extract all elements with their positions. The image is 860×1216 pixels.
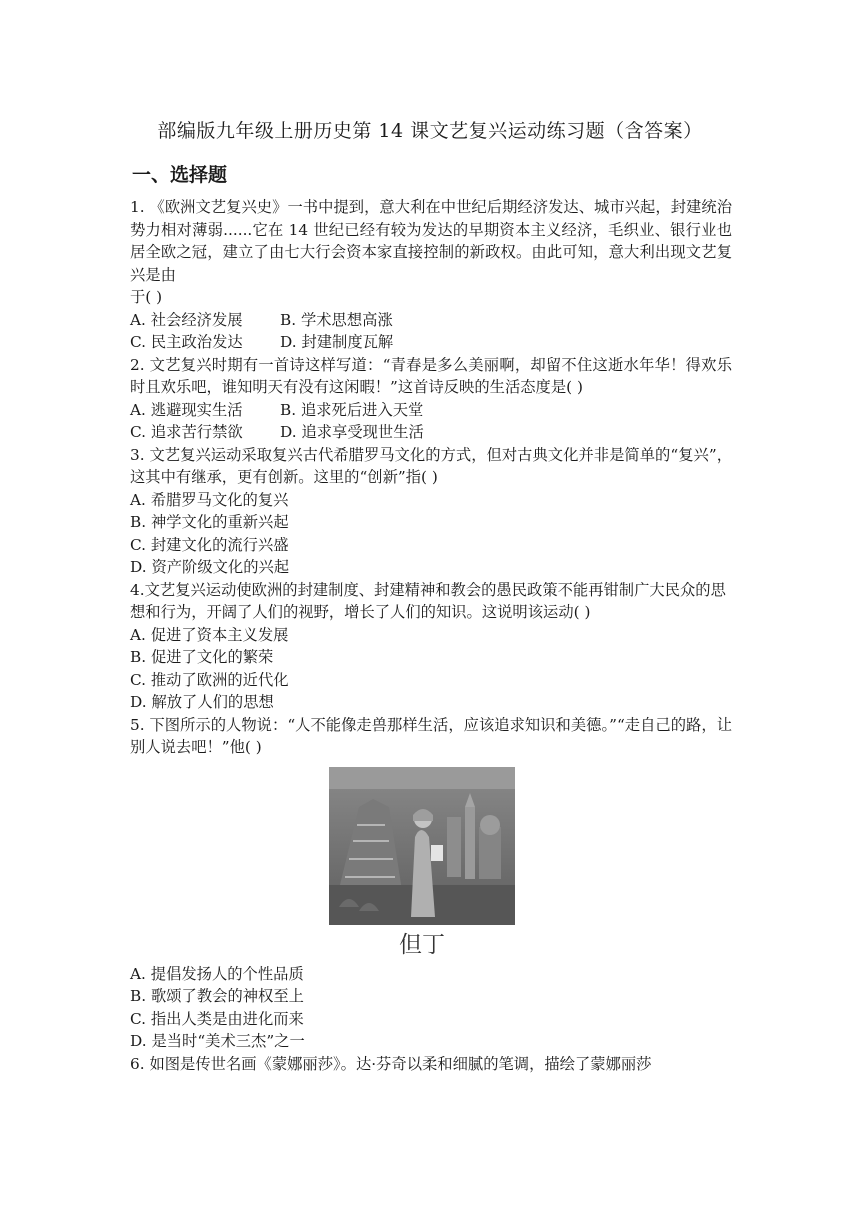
option-c: C. 封建文化的流行兴盛 <box>130 535 289 554</box>
question-stem: 3. 文艺复兴运动采取复兴古代希腊罗马文化的方式，但对古典文化并非是简单的“复兴”，这其中有继承，更有创新。这里的“创新”指( ) <box>130 445 732 486</box>
option-a: A. 希腊罗马文化的复兴 <box>130 490 289 509</box>
option-c: C. 民主政治发达 <box>130 333 243 351</box>
option-a: A. 促进了资本主义发展 <box>130 625 289 644</box>
option-a: A. 社会经济发展 <box>130 310 243 329</box>
question-list <box>130 196 732 1075</box>
option-d: D. 是当时“美术三杰”之一 <box>130 1032 305 1050</box>
question-3 <box>130 444 732 579</box>
option-b: B. 学术思想高涨 <box>280 310 393 329</box>
option-a: A. 提倡发扬人的个性品质 <box>130 964 304 983</box>
section-heading: 一、选择题 <box>132 164 228 186</box>
option-c: C. 推动了欧洲的近代化 <box>130 670 289 689</box>
question-stem: 1. 《欧洲文艺复兴史》一书中提到，意大利在中世纪后期经济发达、城市兴起，封建统治势力相对薄弱......它在 14 世纪已经有较为发达的早期资本主义经济，毛织业、银行业也居全欧之冠，建立了由七大行会资本家直接控制的新政权。由此可知，意大利出现文艺复兴是由 <box>130 198 732 284</box>
figure-caption: 但丁 <box>399 931 445 958</box>
question-6 <box>130 1053 732 1076</box>
question-stem: 6. 如图是传世名画《蒙娜丽莎》。达·芬奇以柔和细腻的笔调，描绘了蒙娜丽莎 <box>130 1054 652 1073</box>
option-b: B. 歌颂了教会的神权至上 <box>130 987 304 1005</box>
question-5 <box>130 714 732 1053</box>
question-4 <box>130 579 732 714</box>
dante-painting-image <box>329 767 515 925</box>
option-row <box>130 421 732 444</box>
option-row <box>130 331 732 354</box>
option-d: D. 资产阶级文化的兴起 <box>130 558 290 576</box>
option-d: D. 追求享受现世生活 <box>280 423 424 441</box>
question-1 <box>130 196 732 354</box>
document-title: 部编版九年级上册历史第 14 课文艺复兴运动练习题（含答案） <box>157 120 703 142</box>
option-b: B. 促进了文化的繁荣 <box>130 648 274 666</box>
option-b: B. 追求死后进入天堂 <box>280 400 424 419</box>
question-stem: 4.文艺复兴运动使欧洲的封建制度、封建精神和教会的愚民政策不能再钳制广大民众的思 <box>130 580 726 599</box>
option-row <box>130 399 732 422</box>
option-d: D. 解放了人们的思想 <box>130 693 274 711</box>
painting-illustration <box>329 767 515 925</box>
option-c: C. 追求苦行禁欲 <box>130 423 243 441</box>
option-row <box>130 309 732 332</box>
option-b: B. 神学文化的重新兴起 <box>130 513 289 531</box>
question-stem: 2. 文艺复兴时期有一首诗这样写道：“青春是多么美丽啊，却留不住这逝水年华！得欢乐时且欢乐吧，谁知明天有没有这闲暇！”这首诗反映的生活态度是( ) <box>130 355 732 396</box>
question-2 <box>130 354 732 444</box>
option-d: D. 封建制度瓦解 <box>280 333 394 351</box>
question-stem-cont: 想和行为，开阔了人们的视野，增长了人们的知识。这说明该运动( ) <box>130 603 591 621</box>
question-stem-cont: 于( ) <box>130 288 163 306</box>
dante-figure <box>329 767 515 963</box>
option-a: A. 逃避现实生活 <box>130 400 243 419</box>
question-stem: 5. 下图所示的人物说：“人不能像走兽那样生活，应该追求知识和美德。”“走自己的路，让别人说去吧！”他( ) <box>130 715 732 756</box>
option-c: C. 指出人类是由进化而来 <box>130 1009 304 1028</box>
